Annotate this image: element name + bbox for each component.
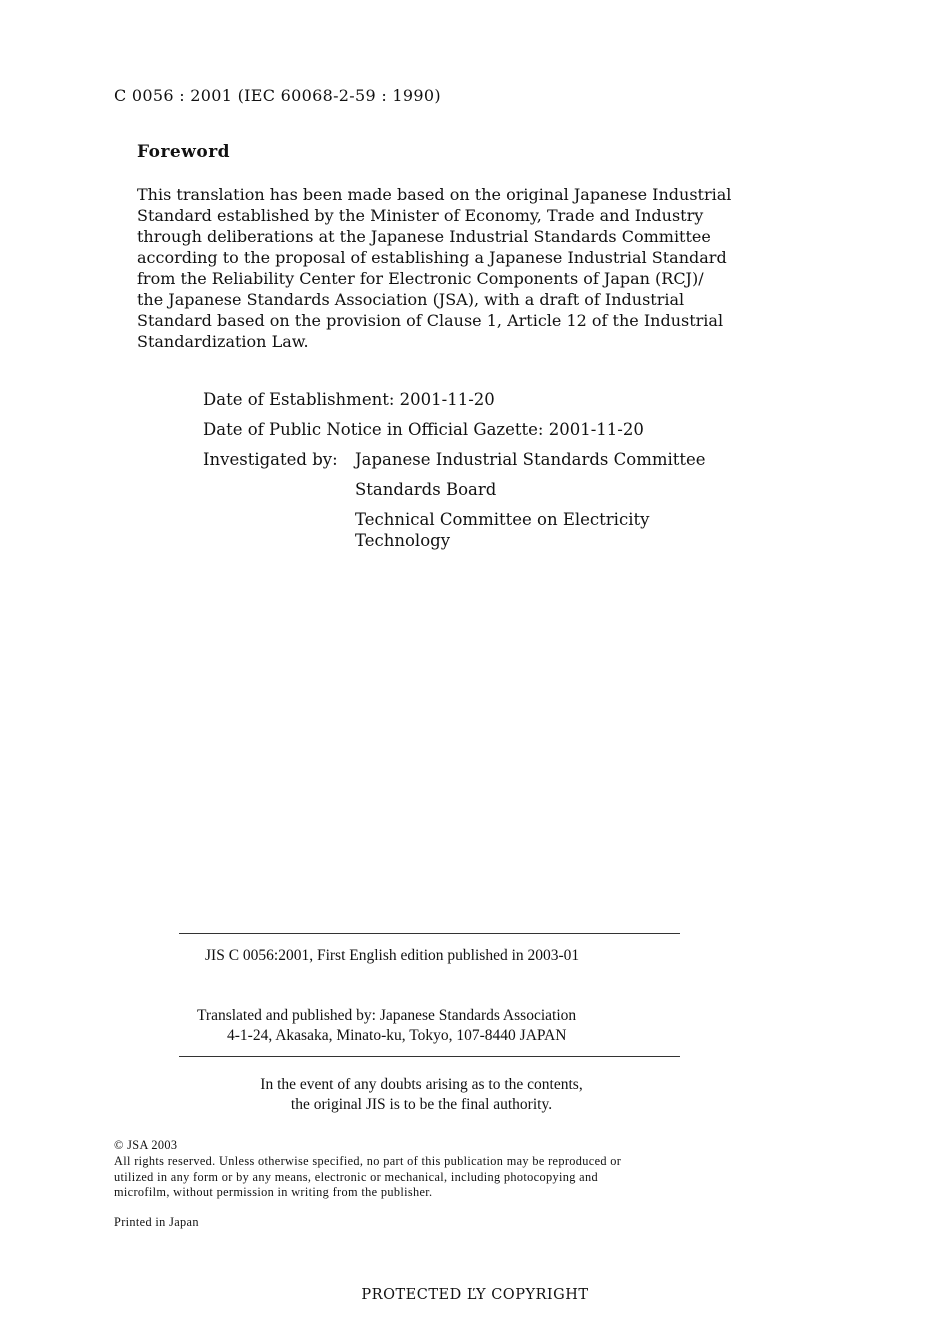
public-notice-date: Date of Public Notice in Official Gazette: 2001-11-20 xyxy=(203,420,644,439)
investigator-line: Standards Board xyxy=(355,480,497,499)
authority-note-line2: the original JIS is to be the final authority. xyxy=(290,1096,553,1113)
publisher-address: 4-1-24, Akasaka, Minato-ku, Tokyo, 107-8440 JAPAN xyxy=(227,1027,567,1044)
translated-by: Translated and published by: Japanese Standards Association xyxy=(197,1007,577,1024)
document-code: C 0056 : 2001 (IEC 60068-2-59 : 1990) xyxy=(114,86,441,105)
printed-in: Printed in Japan xyxy=(114,1215,199,1229)
foreword-line: Standard based on the provision of Clause 1, Article 12 of the Industrial xyxy=(137,311,724,330)
edition-line: JIS C 0056:2001, First English edition published in 2003-01 xyxy=(205,947,580,964)
foreword-line: Standard established by the Minister of Economy, Trade and Industry xyxy=(137,206,704,225)
divider-bottom xyxy=(179,1056,680,1057)
investigator-line: Technology xyxy=(355,531,451,550)
foreword-line: the Japanese Standards Association (JSA), with a draft of Industrial xyxy=(137,290,685,309)
investigator-line: Technical Committee on Electricity xyxy=(355,510,650,529)
authority-note-line1: In the event of any doubts arising as to the contents, xyxy=(260,1076,583,1093)
rights-reserved xyxy=(114,1154,621,1201)
copyright-footer: PROTECTED ĽY COPYRIGHT xyxy=(361,1287,589,1303)
rights-line: microfilm, without permission in writing from the publisher. xyxy=(114,1185,433,1199)
foreword-title: Foreword xyxy=(137,142,231,162)
rights-line: All rights reserved. Unless otherwise specified, no part of this publication may be reproduced or xyxy=(114,1154,622,1168)
establishment-date: Date of Establishment: 2001-11-20 xyxy=(203,390,495,409)
investigator-line: Japanese Industrial Standards Committee xyxy=(355,450,706,469)
copyright-notice: © JSA 2003 xyxy=(114,1138,178,1152)
foreword-line: according to the proposal of establishing a Japanese Industrial Standard xyxy=(137,248,727,267)
investigated-label: Investigated by: xyxy=(203,450,338,469)
divider-top xyxy=(179,933,680,934)
rights-line: utilized in any form or by any means, electronic or mechanical, including photocopying and xyxy=(114,1169,598,1184)
foreword-line: from the Reliability Center for Electronic Components of Japan (RCJ)/ xyxy=(137,269,704,288)
foreword-line: This translation has been made based on the original Japanese Industrial xyxy=(137,185,732,204)
foreword-line: Standardization Law. xyxy=(137,332,309,351)
foreword-line: through deliberations at the Japanese Industrial Standards Committee xyxy=(137,227,711,246)
foreword-paragraph xyxy=(137,184,747,352)
